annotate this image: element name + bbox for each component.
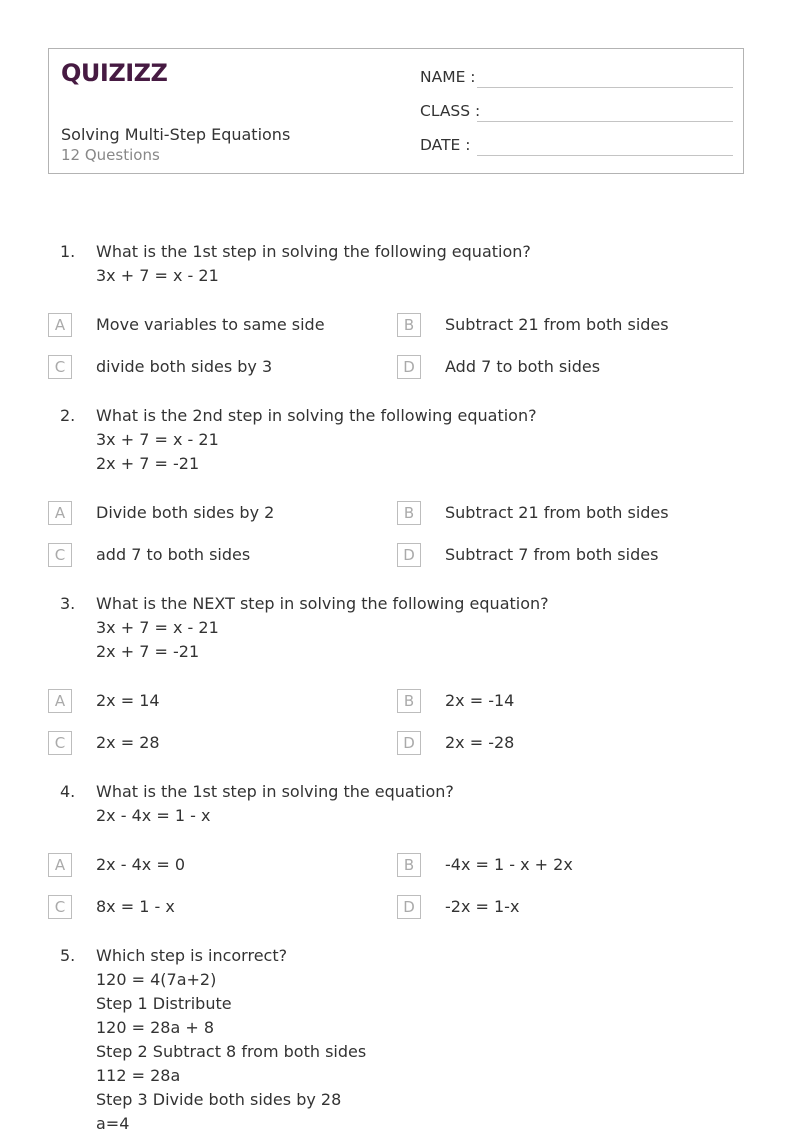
- option-text: 2x = -14: [445, 691, 515, 710]
- class-label: CLASS :: [420, 102, 481, 120]
- question-line: 3x + 7 = x - 21: [96, 618, 219, 637]
- question-line: What is the NEXT step in solving the following equation?: [96, 594, 549, 613]
- question-line: What is the 2nd step in solving the following equation?: [96, 406, 537, 425]
- date-line[interactable]: [477, 155, 733, 156]
- option-text: Move variables to same side: [96, 315, 325, 334]
- worksheet-header: [48, 48, 744, 174]
- question-line: What is the 1st step in solving the equation?: [96, 782, 454, 801]
- option-letter[interactable]: C: [48, 895, 72, 919]
- question-line: 2x - 4x = 1 - x: [96, 806, 211, 825]
- option-letter[interactable]: C: [48, 543, 72, 567]
- option-letter[interactable]: D: [397, 895, 421, 919]
- option-text: add 7 to both sides: [96, 545, 251, 564]
- question-line: 112 = 28a: [96, 1066, 181, 1085]
- question-number: 2.: [60, 406, 76, 425]
- option-text: Add 7 to both sides: [445, 357, 601, 376]
- question-line: Step 1 Distribute: [96, 994, 232, 1013]
- option-text: divide both sides by 3: [96, 357, 273, 376]
- date-label: DATE :: [420, 136, 471, 154]
- option-text: 2x = -28: [445, 733, 515, 752]
- option-letter[interactable]: D: [397, 543, 421, 567]
- quizizz-logo: [61, 59, 167, 87]
- name-line[interactable]: [477, 87, 733, 88]
- option-text: Subtract 21 from both sides: [445, 315, 669, 334]
- question-line: 3x + 7 = x - 21: [96, 266, 219, 285]
- option-letter[interactable]: C: [48, 355, 72, 379]
- name-label: NAME :: [420, 68, 476, 86]
- option-letter[interactable]: D: [397, 731, 421, 755]
- option-letter[interactable]: A: [48, 689, 72, 713]
- option-letter[interactable]: A: [48, 853, 72, 877]
- question-line: 2x + 7 = -21: [96, 454, 200, 473]
- question-count: 12 Questions: [61, 146, 160, 164]
- question-number: 1.: [60, 242, 76, 261]
- option-text: 2x = 14: [96, 691, 160, 710]
- class-line[interactable]: [477, 121, 733, 122]
- option-text: Subtract 21 from both sides: [445, 503, 669, 522]
- question-number: 4.: [60, 782, 76, 801]
- option-text: -2x = 1-x: [445, 897, 520, 916]
- option-text: -4x = 1 - x + 2x: [445, 855, 573, 874]
- option-letter[interactable]: D: [397, 355, 421, 379]
- option-text: 2x - 4x = 0: [96, 855, 185, 874]
- option-letter[interactable]: A: [48, 313, 72, 337]
- logo-text: QUIZIZZ: [61, 59, 168, 87]
- option-text: 8x = 1 - x: [96, 897, 175, 916]
- question-line: a=4: [96, 1114, 130, 1133]
- question-line: Which step is incorrect?: [96, 946, 288, 965]
- option-letter[interactable]: B: [397, 853, 421, 877]
- option-letter[interactable]: C: [48, 731, 72, 755]
- option-text: Subtract 7 from both sides: [445, 545, 659, 564]
- option-letter[interactable]: B: [397, 689, 421, 713]
- question-number: 3.: [60, 594, 76, 613]
- question-line: 120 = 4(7a+2): [96, 970, 217, 989]
- option-letter[interactable]: B: [397, 313, 421, 337]
- question-line: 3x + 7 = x - 21: [96, 430, 219, 449]
- question-line: 120 = 28a + 8: [96, 1018, 215, 1037]
- option-text: 2x = 28: [96, 733, 160, 752]
- worksheet-title: Solving Multi-Step Equations: [61, 125, 291, 144]
- option-letter[interactable]: A: [48, 501, 72, 525]
- option-letter[interactable]: B: [397, 501, 421, 525]
- question-line: Step 3 Divide both sides by 28: [96, 1090, 342, 1109]
- option-text: Divide both sides by 2: [96, 503, 275, 522]
- question-line: 2x + 7 = -21: [96, 642, 200, 661]
- question-line: Step 2 Subtract 8 from both sides: [96, 1042, 367, 1061]
- question-line: What is the 1st step in solving the following equation?: [96, 242, 531, 261]
- question-number: 5.: [60, 946, 76, 965]
